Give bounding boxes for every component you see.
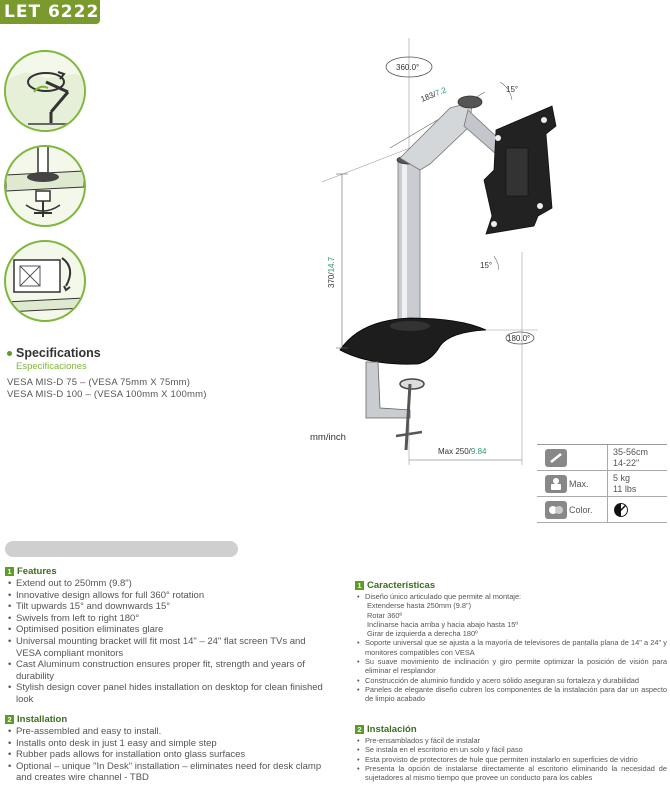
spec-table <box>537 444 667 523</box>
instalacion-heading: 2 Instalación <box>355 724 417 735</box>
list-item: • Innovative design allows for full 360° rotation <box>8 590 330 602</box>
features-list <box>8 578 330 706</box>
list-item: • Esta provisto de protectores de hule que permiten instalarlo en superficies de vidrio <box>357 755 667 764</box>
weight-icon <box>545 475 567 493</box>
product-drawing <box>300 30 670 470</box>
list-item: • Tilt upwards 15° and downwards 15° <box>8 601 330 613</box>
list-item: • Soporte universal que se ajusta a la mayoría de televisores de pantalla plana de 14" a 24" y monitores compatibles con VESA <box>357 638 667 657</box>
bullet-dot-icon <box>7 351 12 356</box>
vesa-line: VESA MIS-D 100 – (VESA 100mm X 100mm) <box>7 389 207 400</box>
rotate-360-icon <box>4 50 86 132</box>
base-swivel-label: 180.0° <box>507 334 531 343</box>
list-item: • Pre-assembled and easy to install. <box>8 726 330 738</box>
list-item: • Pre-ensamblados y fácil de instalar <box>357 736 667 745</box>
spec-row-label: Color. <box>569 504 593 515</box>
list-item: • Su suave movimiento de inclinación y giro permite optimizar la posición de visión para eliminar el resplandor <box>357 657 667 676</box>
units-label: mm/inch <box>310 432 346 443</box>
list-item: • Stylish design cover panel hides installation on desktop for clean finished look <box>8 682 330 705</box>
instalacion-list <box>357 736 667 782</box>
desk-clamp-icon <box>4 145 86 227</box>
caracteristicas-heading: 1 Características <box>355 580 435 591</box>
spec-row-value: 35-56cm 14-22" <box>607 445 648 470</box>
specifications-subtitle: Especificaciones <box>16 361 87 372</box>
specifications-heading: Specifications <box>7 346 101 360</box>
list-item: Inclinarse hacia arriba y hacia abajo hasta 15º <box>367 619 519 629</box>
arm-length-label: 183/7.2 <box>419 85 448 104</box>
list-item: • Extend out to 250mm (9.8") <box>8 578 330 590</box>
spec-row-label: Max. <box>569 478 589 489</box>
rotation-label: 360.0° <box>396 63 420 72</box>
list-item: Girar de izquierda a derecha 180º <box>367 629 478 639</box>
list-item: • Presenta la opción de instalarse directamente al escritorio eliminando la necesidad de sujetadores al mismo tiempo que provee un conducto para los cables <box>357 764 667 783</box>
spec-row-value <box>607 497 629 522</box>
tilt-up-label: 15° <box>506 85 519 94</box>
model-badge: LET 6222 <box>0 0 100 24</box>
spec-row-screen-size <box>537 445 667 471</box>
vesa-line: VESA MIS-D 75 – (VESA 75mm X 75mm) <box>7 377 191 388</box>
screen-size-icon <box>545 449 567 467</box>
spec-row-weight <box>537 471 667 497</box>
list-item: • Rubber pads allows for installation onto glass surfaces <box>8 749 330 761</box>
caracteristicas-list <box>357 592 667 704</box>
list-item: Extenderse hasta 250mm (9.8") <box>367 601 472 611</box>
list-item: • Installs onto desk in just 1 easy and simple step <box>8 738 330 750</box>
color-option-black-white-icon <box>613 502 629 518</box>
installation-heading: 2 Installation <box>5 714 67 725</box>
list-item: • Optional – unique "In Desk" installation – eliminates need for desk clamp and creates wire channel - TBD <box>8 761 330 784</box>
list-item: • Diseño único articulado que permite al montaje: <box>357 592 667 601</box>
list-item: • Universal mounting bracket will fit most 14" – 24" flat screen TVs and VESA compliant monitors <box>8 636 330 659</box>
list-item: • Swivels from left to right 180° <box>8 613 330 625</box>
list-item: • Se instala en el escritorio en un solo y fácil paso <box>357 745 667 754</box>
list-item: • Cast Aluminum construction ensures proper fit, strength and years of durability <box>8 659 330 682</box>
swivel-monitor-icon <box>4 240 86 322</box>
max-extension-label: Max 250/9.84 <box>438 447 487 456</box>
color-swatch-icon <box>545 501 567 519</box>
list-item: • Paneles de elegante diseño cubren los componentes de la instalación para dar un aspecto de limpio acabado <box>357 685 667 704</box>
features-heading: 1 Features <box>5 566 57 577</box>
list-item: • Construcción de aluminio fundido y acero sólido aseguran su fortaleza y durabilidad <box>357 676 667 685</box>
section-divider-bar <box>5 541 238 557</box>
spec-row-color <box>537 497 667 523</box>
installation-list <box>8 726 330 784</box>
spec-row-value: 5 kg 11 lbs <box>607 471 636 496</box>
list-item: • Optimised position eliminates glare <box>8 624 330 636</box>
tilt-down-label: 15° <box>480 261 493 270</box>
height-label: 370/14.7 <box>327 256 336 288</box>
list-item: Rotar 360º <box>367 610 403 620</box>
